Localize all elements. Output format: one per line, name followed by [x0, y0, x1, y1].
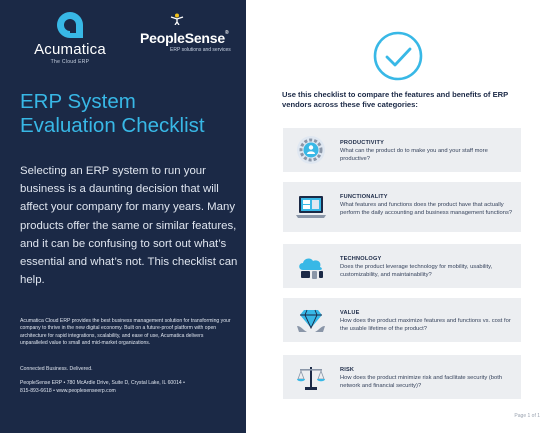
category-functionality [283, 182, 521, 232]
category-title: VALUE [340, 310, 360, 316]
acumatica-logo [20, 10, 120, 65]
diamond-hands-icon [295, 304, 327, 336]
peoplesense-tagline: ERP solutions and services [170, 47, 231, 53]
category-value [283, 298, 521, 342]
page-number: Page 1 of 1 [514, 413, 540, 419]
left-panel [0, 0, 246, 433]
acumatica-name: Acumatica [34, 41, 106, 58]
company-tagline: Connected Business. Delivered. [20, 366, 93, 372]
person-figure-icon [170, 13, 184, 25]
contact-address: PeopleSense ERP • 780 McArdle Drive, Suite D, Crystal Lake, IL 60014 • [20, 380, 185, 386]
title-line-1: ERP System [20, 90, 136, 113]
category-title: RISK [340, 367, 355, 373]
productivity-gear-icon [295, 134, 327, 166]
page-title [20, 90, 240, 138]
category-technology [283, 244, 521, 288]
category-title: TECHNOLOGY [340, 256, 382, 262]
acumatica-mark-icon [55, 10, 85, 40]
contact-phone-web: 815-893-6618 • www.peoplesenseerp.com [20, 387, 116, 394]
category-desc: How does the product minimize risk and facilitate security (both network and financial security)? [340, 375, 503, 389]
peoplesense-name: PeopleSense® [140, 30, 229, 46]
category-desc: How does the product maximize features and functions vs. cost for the usable lifetime of the product? [340, 318, 511, 332]
category-title: FUNCTIONALITY [340, 194, 388, 200]
category-desc: Does the product leverage technology for mobility, usability, customizability, and maintainability? [340, 264, 493, 278]
contact-info [20, 380, 230, 395]
acumatica-tagline: The Cloud ERP [50, 59, 90, 65]
title-line-2: Evaluation Checklist [20, 114, 205, 137]
category-desc: What features and functions does the product have that actually perform the daily accounting and business management functions? [340, 202, 513, 216]
category-desc: What can the product do to make you and your staff more productive? [340, 148, 488, 162]
intro-paragraph: Selecting an ERP system to run your business is a daunting decision that will affect your company for many years. Many products offer the same or similar features, and it can be confusing to sort out what’s essential and what’s not. This checklist can help. [20, 165, 238, 287]
category-risk [283, 355, 521, 399]
scales-icon [295, 361, 327, 393]
category-productivity [283, 128, 521, 172]
company-blurb: Acumatica Cloud ERP provides the best business management solution for transforming your company to thrive in the new digital economy. Built on a future-proof platform with open architecture for rapid integrations, scalability, and ease of use, Acumatica delivers unparalleled value to small and mid-market organizations. [20, 318, 231, 347]
laptop-dashboard-icon [295, 191, 327, 223]
checkmark-circle-icon [372, 30, 424, 82]
category-title: PRODUCTIVITY [340, 140, 385, 146]
checklist-lead: Use this checklist to compare the features and benefits of ERP vendors across these five categories: [282, 90, 509, 109]
right-panel [246, 0, 546, 433]
peoplesense-logo [140, 20, 240, 53]
cloud-devices-icon [295, 250, 327, 282]
